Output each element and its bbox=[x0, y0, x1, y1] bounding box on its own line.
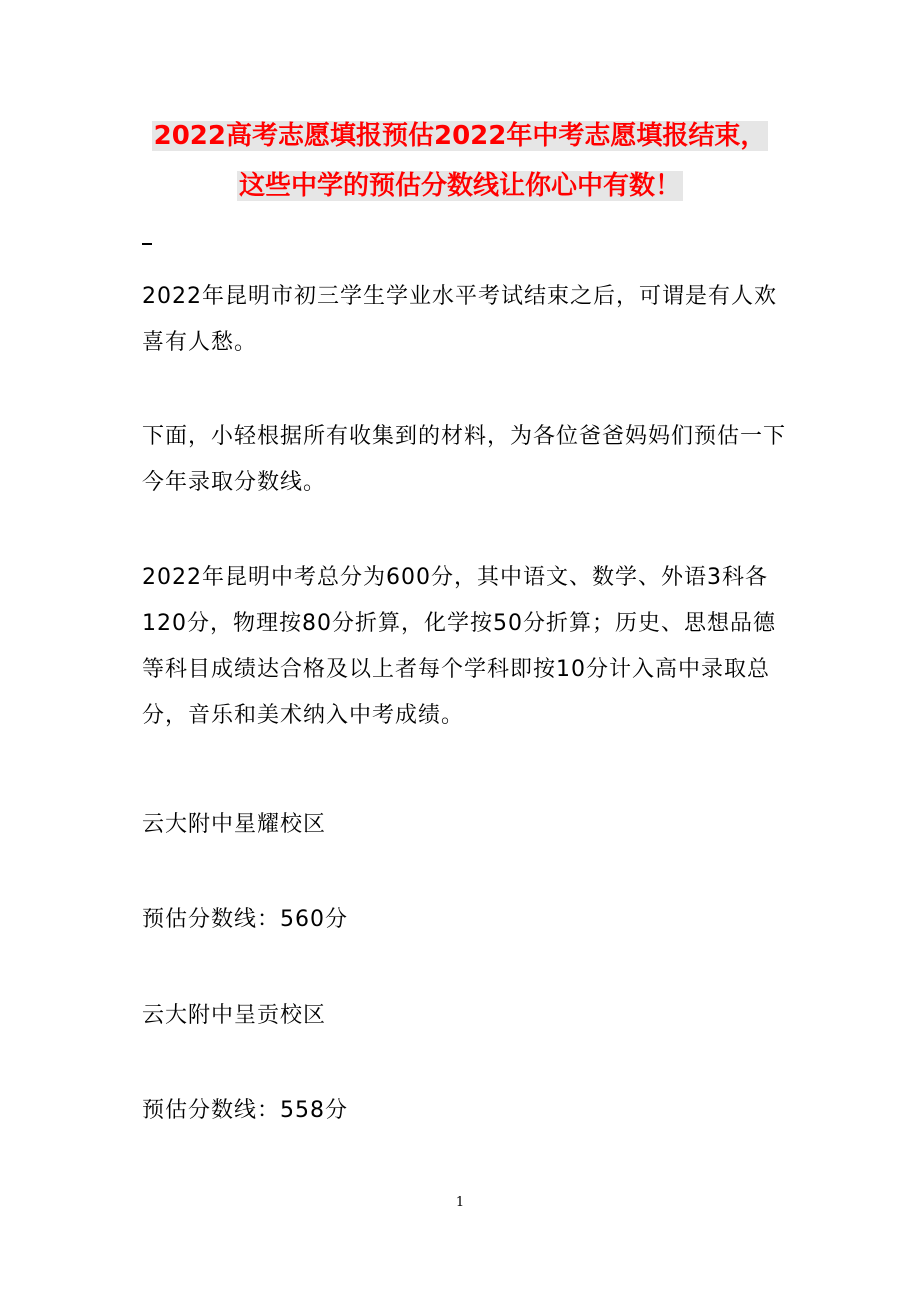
school-name-chenggong: 云大附中呈贡校区 bbox=[142, 1003, 327, 1028]
document-title-line-1-text: 2022高考志愿填报预估2022年中考志愿填报结束， bbox=[153, 121, 767, 151]
score-line-xingyao: 预估分数线：560分 bbox=[142, 907, 348, 932]
document-title-line-2 bbox=[0, 168, 920, 204]
paragraph-estimate: 下面，小轻根据所有收集到的材料，为各位爸爸妈妈们预估一下今年录取分数线。 bbox=[142, 424, 787, 495]
text-cursor-mark bbox=[142, 243, 152, 245]
document-title-line-1 bbox=[0, 118, 920, 154]
score-line-chenggong: 预估分数线：558分 bbox=[142, 1098, 348, 1123]
school-name-xingyao: 云大附中星耀校区 bbox=[142, 812, 327, 837]
document-title-line-2-text: 这些中学的预估分数线让你心中有数！ bbox=[238, 171, 681, 201]
page-number: 1 bbox=[455, 1195, 465, 1210]
paragraph-intro: 2022年昆明市初三学生学业水平考试结束之后，可谓是有人欢喜有人愁。 bbox=[142, 284, 777, 355]
paragraph-score-rules: 2022年昆明中考总分为600分，其中语文、数学、外语3科各120分，物理按80分折算，化学按50分折算；历史、思想品德等科目成绩达合格及以上者每个学科即按10分计入高中录取总分，音乐和美术纳入中考成绩。 bbox=[142, 565, 776, 728]
